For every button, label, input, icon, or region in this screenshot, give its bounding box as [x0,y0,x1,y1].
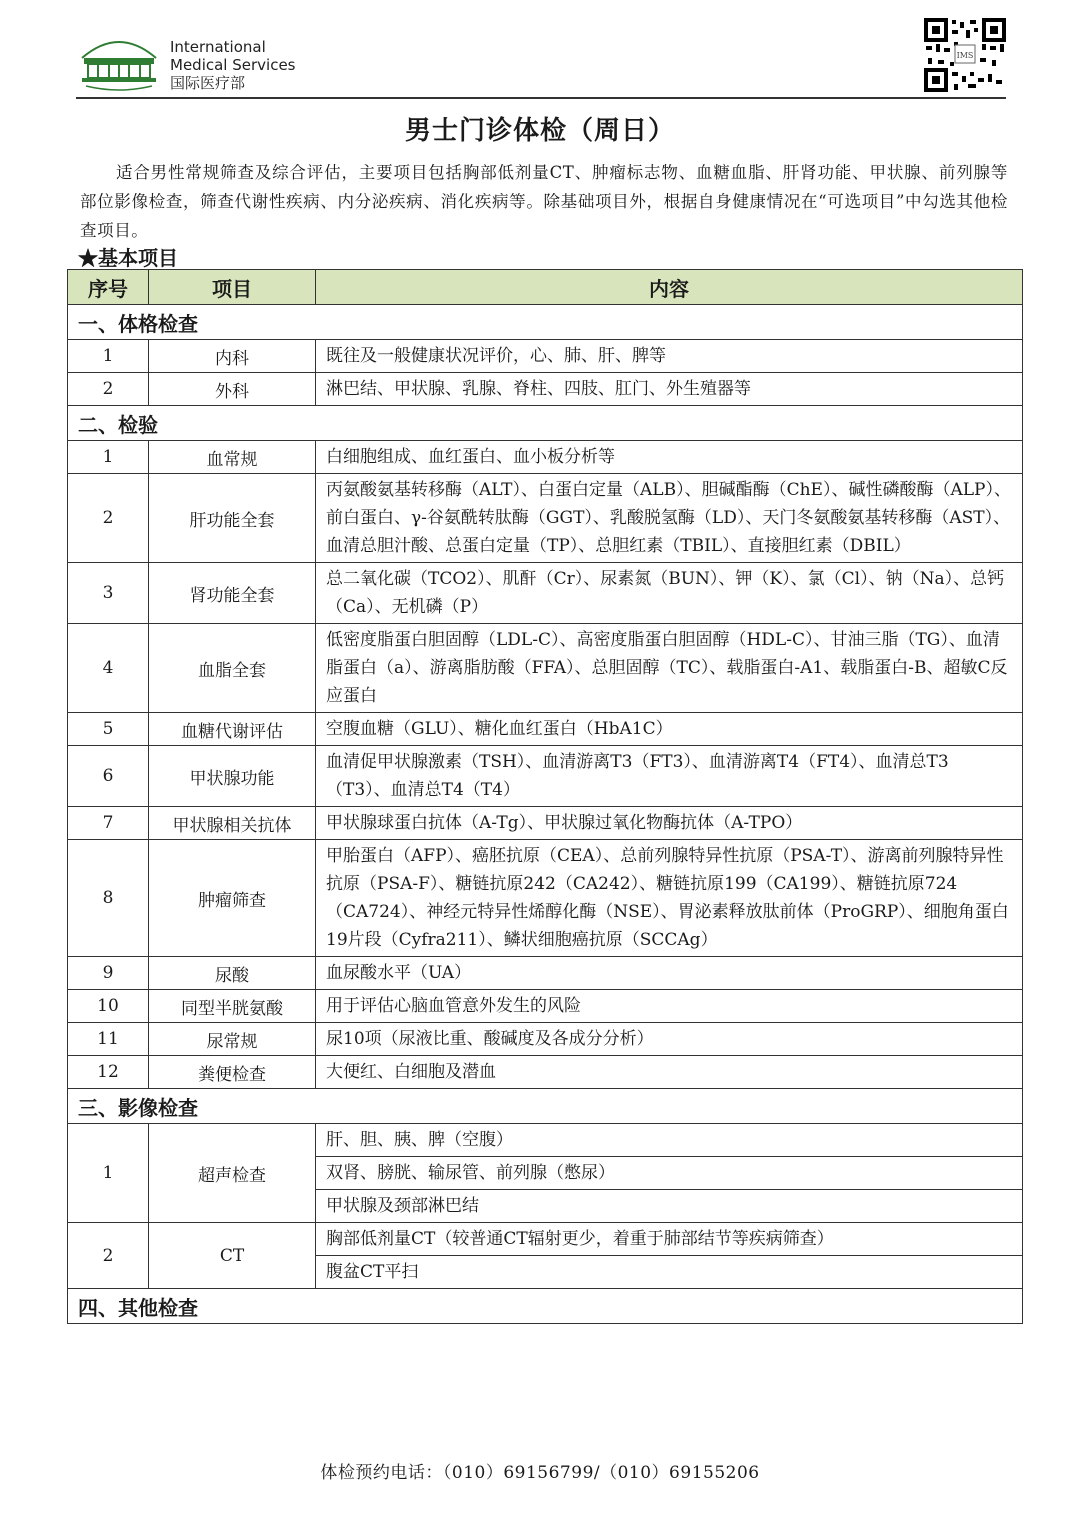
table-row [68,1023,1023,1056]
row-item: 内科 [149,340,316,373]
group-title: 一、体格检查 [68,305,1023,340]
header-item: 项目 [149,270,316,305]
qr-center-label: IMS [956,51,974,60]
table-row [68,373,1023,406]
row-content: 大便红、白细胞及潜血 [316,1056,1023,1089]
row-item: 血糖代谢评估 [149,713,316,746]
row-item: 外科 [149,373,316,406]
table-row [68,1223,1023,1256]
table-row [68,340,1023,373]
row-number: 10 [68,990,149,1023]
group-title: 三、影像检查 [68,1089,1023,1124]
group-row [68,1089,1023,1124]
table-row [68,746,1023,807]
row-item: 粪便检查 [149,1056,316,1089]
table-row [68,624,1023,713]
row-item: 甲状腺相关抗体 [149,807,316,840]
header-divider [76,97,1006,99]
row-number: 11 [68,1023,149,1056]
row-content: 甲状腺球蛋白抗体（A-Tg）、甲状腺过氧化物酶抗体（A-TPO） [316,807,1023,840]
table-row [68,441,1023,474]
row-item: 尿常规 [149,1023,316,1056]
header-content: 内容 [316,270,1023,305]
row-content: 甲状腺及颈部淋巴结 [316,1190,1023,1223]
row-number: 3 [68,563,149,624]
row-content: 腹盆CT平扫 [316,1256,1023,1289]
row-content: 用于评估心脑血管意外发生的风险 [316,990,1023,1023]
row-content: 总二氧化碳（TCO2）、肌酐（Cr）、尿素氮（BUN）、钾（K）、氯（Cl）、钠（Na）、总钙（Ca）、无机磷（P） [316,563,1023,624]
row-content: 低密度脂蛋白胆固醇（LDL-C）、高密度脂蛋白胆固醇（HDL-C）、甘油三脂（TG）、血清脂蛋白（a）、游离脂肪酸（FFA）、总胆固醇（TC）、载脂蛋白-A1、载脂蛋白-B、超敏C反应蛋白 [316,624,1023,713]
table-row [68,807,1023,840]
row-number: 1 [68,1124,149,1223]
table-row [68,474,1023,563]
exam-items-table [67,269,1023,1324]
section-heading: ★基本项目 [78,246,178,270]
group-title: 二、检验 [68,406,1023,441]
row-item: 同型半胱氨酸 [149,990,316,1023]
row-item: 肿瘤筛查 [149,840,316,957]
row-item: 甲状腺功能 [149,746,316,807]
row-number: 2 [68,373,149,406]
booking-phone: 体检预约电话：（010）69156799/（010）69155206 [320,1463,760,1483]
row-item: CT [149,1223,316,1289]
row-number: 5 [68,713,149,746]
page-title: 男士门诊体检（周日） [404,116,675,146]
group-title: 四、其他检查 [68,1289,1023,1324]
row-content: 白细胞组成、血红蛋白、血小板分析等 [316,441,1023,474]
row-number: 12 [68,1056,149,1089]
row-number: 6 [68,746,149,807]
row-content: 既往及一般健康状况评价，心、肺、肝、脾等 [316,340,1023,373]
header-seq: 序号 [68,270,149,305]
row-content: 尿10项（尿液比重、酸碱度及各成分分析） [316,1023,1023,1056]
row-item: 超声检查 [149,1124,316,1223]
table-row [68,840,1023,957]
row-content: 双肾、膀胱、输尿管、前列腺（憋尿） [316,1157,1023,1190]
group-row [68,305,1023,340]
table-row [68,990,1023,1023]
organization-name [170,38,296,92]
row-item: 肾功能全套 [149,563,316,624]
row-number: 9 [68,957,149,990]
qr-code [924,18,1006,92]
row-content: 甲胎蛋白（AFP）、癌胚抗原（CEA）、总前列腺特异性抗原（PSA-T）、游离前列腺特异性抗原（PSA-F）、糖链抗原242（CA242）、糖链抗原199（CA199）、糖链抗原724（CA724）、神经元特异性烯醇化酶（NSE）、胃泌素释放肽前体（ProGRP）、细胞角蛋白19片段（Cyfra211）、鳞状细胞癌抗原（SCCAg） [316,840,1023,957]
row-item: 肝功能全套 [149,474,316,563]
table-body [68,305,1023,1324]
row-content: 空腹血糖（GLU）、糖化血红蛋白（HbA1C） [316,713,1023,746]
table-row [68,563,1023,624]
row-content: 胸部低剂量CT（较普通CT辐射更少，着重于肺部结节等疾病筛查） [316,1223,1023,1256]
intro-paragraph: 适合男性常规筛查及综合评估，主要项目包括胸部低剂量CT、肿瘤标志物、血糖血脂、肝肾功能、甲状腺、前列腺等部位影像检查，筛查代谢性疾病、内分泌疾病、消化疾病等。除基础项目外，根据自身健康情况在“可选项目”中勾选其他检查项目。 [80,163,1008,240]
page-header [76,18,1006,98]
org-name-line1: International [170,38,266,56]
row-number: 1 [68,340,149,373]
row-content: 血尿酸水平（UA） [316,957,1023,990]
table-row [68,957,1023,990]
row-item: 血常规 [149,441,316,474]
group-row [68,406,1023,441]
row-content: 肝、胆、胰、脾（空腹） [316,1124,1023,1157]
row-number: 2 [68,474,149,563]
table-row [68,1056,1023,1089]
row-number: 7 [68,807,149,840]
row-item: 血脂全套 [149,624,316,713]
row-number: 2 [68,1223,149,1289]
row-content: 淋巴结、甲状腺、乳腺、脊柱、四肢、肛门、外生殖器等 [316,373,1023,406]
row-number: 8 [68,840,149,957]
table-row [68,713,1023,746]
org-name-line3: 国际医疗部 [170,74,246,92]
table-header-row [68,270,1023,305]
hospital-logo [76,28,162,94]
row-number: 4 [68,624,149,713]
org-name-line2: Medical Services [170,56,296,74]
group-row [68,1289,1023,1324]
row-item: 尿酸 [149,957,316,990]
row-content: 血清促甲状腺激素（TSH）、血清游离T3（FT3）、血清游离T4（FT4）、血清总T3（T3）、血清总T4（T4） [316,746,1023,807]
row-content: 丙氨酸氨基转移酶（ALT）、白蛋白定量（ALB）、胆碱酯酶（ChE）、碱性磷酸酶（ALP）、前白蛋白、γ-谷氨酰转肽酶（GGT）、乳酸脱氢酶（LD）、天门冬氨酸氨基转移酶（AST）、血清总胆汁酸、总蛋白定量（TP）、总胆红素（TBIL）、直接胆红素（DBIL） [316,474,1023,563]
table-row [68,1124,1023,1157]
row-number: 1 [68,441,149,474]
